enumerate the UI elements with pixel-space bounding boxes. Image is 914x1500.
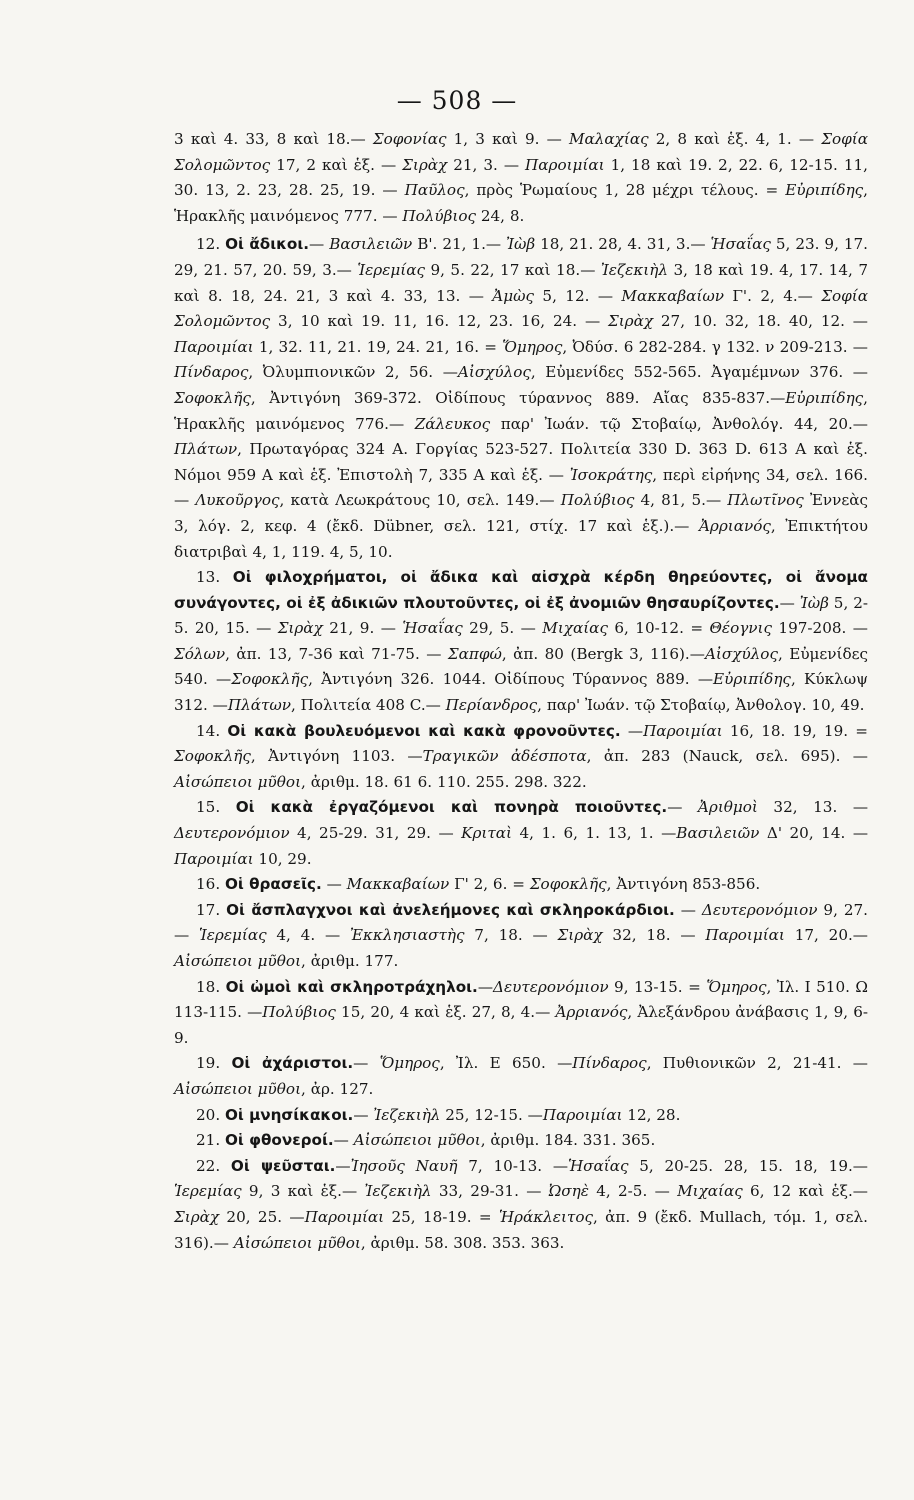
entry-14-evil-minded	[174, 719, 868, 796]
reference-text: , Ἰλ. E 650. —	[439, 1054, 573, 1073]
reference-text: 25, 12-15. —	[440, 1105, 543, 1124]
page-number: — 508 —	[396, 86, 518, 115]
source-name: Παροιμίαι	[705, 926, 785, 945]
source-name: Αἰσχύλος	[457, 363, 531, 382]
reference-text: 16, 18. 19, 19. =	[722, 721, 868, 740]
reference-text: , Ἰλ. I 510. Ω 113-115. —	[174, 977, 869, 1022]
reference-text: , Πρωταγόρας 324 A. Γοργίας 523-527. Πολιτεία 330 D. 363 D. 613 A καὶ ἑξ. Νόμοι 959 A καὶ ἑξ. Ἐπιστολὴ 7, 335 A καὶ ἑξ. —	[174, 440, 868, 484]
reference-text: 7, 18. —	[464, 926, 558, 945]
source-name: Πολύβιος	[402, 206, 477, 225]
reference-text: —	[335, 1156, 351, 1175]
reference-text: 27, 10. 32, 18. 40, 12. —	[653, 312, 868, 331]
reference-text: 4, 25-29. 31, 29. —	[289, 824, 462, 843]
reference-text: 18.	[196, 977, 226, 996]
reference-text: Γ'. 2, 4.—	[724, 286, 822, 305]
reference-text: 13.	[196, 568, 233, 587]
source-name: Ἰησοῦς Ναυῆ	[350, 1156, 458, 1175]
source-name: Σιρὰχ	[277, 619, 323, 638]
paragraph-intro	[174, 127, 868, 229]
reference-text: 21.	[196, 1131, 225, 1150]
source-name: Δευτερονόμιον	[701, 900, 818, 919]
source-name: Ἀρριανός	[555, 1003, 628, 1022]
entry-16-insolent	[174, 872, 868, 898]
entry-12-unjust	[174, 232, 868, 565]
reference-text: 4, 4. —	[266, 926, 350, 945]
reference-text: , Ἀλεξάνδρου ἀνάβασις 1, 9, 6-9.	[174, 1003, 868, 1047]
source-name: Ἡράκλειτος	[498, 1207, 593, 1226]
source-name: Ἀριθμοὶ	[697, 798, 758, 817]
source-name: Σιρὰχ	[557, 926, 603, 945]
entry-15-evil-doers	[174, 795, 868, 872]
source-name: Ζάλευκος	[414, 414, 491, 433]
source-name: Περίανδρος	[445, 696, 538, 715]
reference-text: , Ὀλυμπιονικῶν 2, 56. —	[248, 363, 458, 382]
reference-text: , Ἀντιγόνη 853-856.	[606, 875, 761, 894]
reference-text: 14.	[196, 721, 228, 740]
source-name: Ὅμηρος	[502, 337, 563, 356]
reference-text: Δ' 20, 14. —	[759, 824, 869, 843]
source-name: Σοφοκλῆς	[174, 747, 251, 766]
reference-text: —	[353, 1105, 374, 1124]
source-name: Εὐριπίδης	[785, 181, 864, 200]
entry-heading: Οἱ ἀχάριστοι.	[231, 1054, 354, 1073]
reference-text: , Ἀντιγόνη 1103. —	[250, 747, 423, 766]
reference-text: 12, 28.	[622, 1105, 681, 1124]
reference-text: , ἀπ. 13, 7-36 καὶ 71-75. —	[225, 644, 448, 663]
reference-text: , Ἐπικτήτου διατριβαὶ 4, 1, 119. 4, 5, 10.	[174, 516, 868, 561]
reference-text: 2, 8 καὶ ἑξ. 4, 1. —	[648, 130, 822, 148]
reference-text: , πρὸς Ῥωμαίους 1, 28 μέχρι τέλους. =	[464, 181, 786, 200]
reference-text: 18, 21. 28, 4. 31, 3.—	[535, 235, 711, 254]
index-text	[174, 127, 868, 1256]
source-name: Ἱερεμίας	[174, 1182, 242, 1201]
source-name: Βασιλειῶν	[676, 824, 760, 843]
reference-text: 6, 10-12. =	[607, 619, 710, 638]
reference-text: , ἀπ. 9 (ἔκδ. Mullach, τόμ. 1, σελ. 316).—	[174, 1207, 868, 1252]
source-name: Παροιμίαι	[174, 337, 254, 356]
reference-text: 9, 27. —	[174, 900, 868, 945]
source-name: Μακκαβαίων	[346, 875, 450, 894]
reference-text: , Πυθιονικῶν 2, 21-41. —	[646, 1054, 868, 1073]
reference-text: , ἀριθμ. 184. 331. 365.	[480, 1131, 656, 1150]
source-name: Βασιλειῶν	[329, 235, 413, 254]
source-name: Παροιμίαι	[304, 1207, 385, 1226]
reference-text: 5, 20-25. 28, 15. 18, 19.—	[628, 1156, 868, 1175]
source-name: Παροιμίαι	[525, 155, 605, 174]
source-name: Ἡσαΐας	[710, 235, 771, 254]
reference-text: 1, 18 καὶ 19. 2, 22. 6, 12-15. 11, 30. 13, 2. 23, 28. 25, 19. —	[174, 155, 868, 200]
reference-text: , Εὐμενίδες 540. —	[174, 644, 868, 689]
reference-text: , κατὰ Λεωκράτους 10, σελ. 149.—	[279, 491, 561, 510]
source-name: Ἀμὼς	[492, 286, 535, 305]
entry-heading: Οἱ ὠμοὶ καὶ σκληροτράχηλοι.	[225, 977, 478, 996]
source-name: Ἰσοκράτης	[569, 465, 653, 484]
source-name: Σιρὰχ	[607, 312, 654, 331]
source-name: Παροιμίαι	[643, 721, 723, 740]
reference-text: , ἀπ. 80 (Bergk 3, 116).—	[501, 644, 705, 663]
entry-heading: Οἱ φθονεροί.	[224, 1131, 334, 1150]
source-name: Σιρὰχ	[174, 1207, 220, 1226]
source-name: Ἰεζεκιὴλ	[600, 260, 668, 279]
source-name: Σοφονίας	[372, 130, 447, 148]
reference-text: Γ' 2, 6. =	[449, 875, 530, 894]
reference-text: 4, 81, 5.—	[634, 491, 728, 510]
reference-text: —	[477, 977, 494, 996]
reference-text: 16.	[196, 875, 225, 894]
reference-text: , Πολιτεία 408 C.—	[291, 696, 446, 715]
entry-21-envious	[174, 1128, 868, 1154]
reference-text: —	[620, 721, 644, 740]
reference-text: 21, 9. —	[322, 619, 403, 638]
reference-text: —	[779, 593, 800, 612]
reference-text: Ἐννεὰς 3, λόγ. 2, κεφ. 4 (ἔκδ. Dübner, σελ. 121, στίχ. 17 καὶ ἑξ.).—	[174, 491, 868, 535]
source-name: Αἰσώπειοι μῦθοι	[233, 1233, 361, 1252]
source-name: Ἰεζεκιὴλ	[364, 1182, 432, 1201]
reference-text: , Εὐμενίδες 552-565. Ἀγαμέμνων 376. —	[530, 363, 868, 382]
reference-text: 24, 8.	[476, 206, 525, 225]
reference-text: 9, 5. 22, 17 καὶ 18.—	[424, 260, 601, 279]
reference-text: , Ἀντιγόνη 326. 1044. Οἰδίπους Τύραννος 889. —	[308, 670, 714, 689]
entry-heading: Οἱ ἄδικοι.	[225, 235, 310, 254]
source-name: Τραγικῶν ἀδέσποτα	[422, 747, 587, 766]
reference-text: , περὶ εἰρήνης 34, σελ. 166. —	[174, 465, 868, 510]
reference-text: —	[333, 1131, 354, 1150]
reference-text: 7, 10-13. —	[457, 1156, 569, 1175]
source-name: Πλάτων	[227, 696, 291, 715]
reference-text: 12.	[196, 235, 226, 254]
reference-text: 5, 2-5. 20, 15. —	[174, 593, 869, 638]
source-name: Ἐκκλησιαστὴς	[349, 926, 465, 945]
source-name: Πλωτῖνος	[727, 491, 804, 510]
source-name: Ὠσηὲ	[548, 1182, 589, 1201]
reference-text: 197-208. —	[772, 619, 868, 638]
entry-heading: Οἱ ἄσπλαγχνοι καὶ ἀνελεήμονες καὶ σκληροκάρδιοι.	[226, 900, 675, 919]
source-name: Ἱερεμίας	[198, 926, 267, 945]
reference-text: , Ἡρακλῆς μαινόμενος 777. —	[174, 181, 868, 225]
reference-text: 20, 25. —	[219, 1207, 305, 1226]
source-name: Πίνδαρος	[572, 1054, 647, 1073]
reference-text: 20.	[196, 1105, 225, 1124]
entry-17-merciless	[174, 898, 868, 975]
reference-text: , Ἀντιγόνη 369-372. Οἰδίπους τύραννος 889. Αἴας 835-837.—	[250, 388, 786, 407]
reference-text: 9, 3 καὶ ἑξ.—	[241, 1182, 365, 1201]
source-name: Σοφοκλῆς	[231, 670, 309, 689]
entry-heading: Οἱ κακὰ ἐργαζόμενοι καὶ πονηρὰ ποιοῦντες.	[235, 798, 668, 817]
source-name: Μιχαίας	[677, 1182, 743, 1201]
source-name: Σοφοκλῆς	[174, 388, 251, 407]
reference-text: 10, 29.	[253, 849, 312, 868]
source-name: Παροιμίαι	[174, 849, 254, 868]
reference-text: 21, 3. —	[447, 155, 526, 174]
reference-text: 3, 10 καὶ 19. 11, 16. 12, 23. 16, 24. —	[270, 312, 608, 331]
source-name: Ἱερεμίας	[357, 260, 425, 279]
source-name: Δευτερονόμιον	[493, 977, 609, 996]
source-name: Λυκοῦργος	[195, 491, 280, 510]
reference-text: 15.	[196, 798, 236, 817]
source-name: Πολύβιος	[560, 491, 635, 510]
source-name: Αἰσώπειοι μῦθοι	[174, 1079, 302, 1098]
source-name: Ἀρριανός	[698, 516, 771, 535]
reference-text: 1, 32. 11, 21. 19, 24. 21, 16. =	[253, 337, 503, 356]
source-name: Ἡσαΐας	[568, 1156, 629, 1175]
reference-text: , ἀπ. 283 (Nauck, σελ. 695). —	[586, 747, 868, 766]
reference-text: , Κύκλωψ 312. —	[174, 670, 868, 715]
entry-heading: Οἱ ψεῦσται.	[230, 1156, 336, 1175]
entry-20-vindictive	[174, 1103, 868, 1129]
source-name: Πίνδαρος	[174, 363, 249, 382]
reference-text: 25, 18-19. =	[384, 1207, 499, 1226]
reference-text: 17, 20.—	[784, 926, 868, 945]
source-name: Κριταὶ	[461, 824, 512, 843]
source-name: Δευτερονόμιον	[174, 824, 290, 843]
reference-text: 32, 13. —	[757, 798, 869, 817]
reference-text: 4, 1. 6, 1. 13, 1. —	[512, 824, 677, 843]
entry-heading: Οἱ φιλοχρήματοι, οἱ ἄδικα καὶ αἰσχρὰ κέρδη θηρεύοντες, οἱ ἄνομα συνάγοντες, οἱ ἐξ ἀδικιῶν πλουτοῦντες, οἱ ἐξ ἀνομιῶν θησαυρίζοντες.	[174, 568, 868, 612]
source-name: Σοφοκλῆς	[529, 875, 607, 894]
reference-text: 9, 13-15. =	[608, 977, 707, 996]
reference-text: 3, 18 καὶ 19. 4, 17. 14, 7 καὶ 8. 18, 24. 21, 3 καὶ 4. 33, 13. —	[174, 260, 868, 305]
reference-text: 3 καὶ 4. 33, 8 καὶ 18.—	[174, 130, 373, 148]
source-name: Αἰσώπειοι μῦθοι	[174, 952, 302, 970]
reference-text: 19.	[196, 1054, 232, 1073]
reference-text: —	[353, 1054, 380, 1073]
source-name: Ὅμηρος	[379, 1054, 440, 1073]
source-name: Σοφία Σολομῶντος	[174, 130, 868, 174]
source-name: Σιρὰχ	[402, 155, 448, 174]
source-name: Παῦλος	[404, 181, 465, 200]
source-name: Σαπφώ	[447, 644, 502, 663]
source-name: Αἰσώπειοι μῦθοι	[353, 1131, 481, 1150]
reference-text: —	[321, 875, 347, 894]
source-name: Ἰεζεκιὴλ	[373, 1105, 441, 1124]
reference-text: 17.	[196, 900, 227, 919]
reference-text: Β'. 21, 1.—	[412, 235, 507, 254]
entry-22-liars	[174, 1154, 868, 1256]
source-name: Σόλων	[174, 644, 226, 663]
source-name: Πολύβιος	[262, 1003, 336, 1022]
entry-18-cruel	[174, 975, 868, 1052]
reference-text: 17, 2 καὶ ἑξ. —	[270, 155, 403, 174]
reference-text: 5, 12. —	[534, 286, 622, 305]
source-name: Εὐριπίδης	[785, 388, 864, 407]
reference-text: 32, 18. —	[602, 926, 706, 945]
entry-19-ungrateful	[174, 1051, 868, 1102]
reference-text: 4, 2-5. —	[588, 1182, 678, 1201]
reference-text: 6, 12 καὶ ἑξ.—	[742, 1182, 868, 1201]
source-name: Παροιμίαι	[542, 1105, 623, 1124]
reference-text: 5, 23. 9, 17. 29, 21. 57, 20. 59, 3.—	[174, 235, 869, 279]
source-name: Μιχαίας	[542, 619, 608, 638]
reference-text: 1, 3 καὶ 9. —	[446, 130, 569, 148]
reference-text: —	[667, 798, 698, 817]
reference-text: 15, 20, 4 καὶ ἑξ. 27, 8, 4.—	[335, 1003, 556, 1022]
reference-text: 22.	[196, 1156, 231, 1175]
source-name: Ὅμηρος	[706, 977, 767, 996]
entry-heading: Οἱ θρασεῖς.	[224, 875, 322, 894]
source-name: Ἰὼβ	[506, 235, 536, 254]
entry-heading: Οἱ μνησίκακοι.	[224, 1105, 354, 1124]
reference-text: , ἀρ. 127.	[301, 1079, 374, 1098]
source-name: Αἰσώπειοι μῦθοι	[174, 772, 302, 791]
reference-text: , ἀριθμ. 58. 308. 353. 363.	[360, 1233, 565, 1252]
source-name: Ἡσαΐας	[402, 619, 463, 638]
source-name: Πλάτων	[174, 440, 238, 459]
reference-text: , ἀριθμ. 177.	[301, 952, 399, 970]
reference-text: , ἀριθμ. 18. 61 6. 110. 255. 298. 322.	[301, 772, 587, 791]
reference-text: , παρ' Ἰωάν. τῷ Στοβαίῳ, Ἀνθολογ. 10, 49.	[537, 696, 865, 715]
source-name: Ἰὼβ	[799, 593, 829, 612]
reference-text: , Ὀδύσ. 6 282-284. γ 132. ν 209-213. —	[562, 337, 868, 356]
entry-heading: Οἱ κακὰ βουλευόμενοι καὶ κακὰ φρονοῦντες.	[227, 721, 621, 740]
reference-text: παρ' Ἰωάν. τῷ Στοβαίῳ, Ἀνθολόγ. 44, 20.—	[490, 414, 868, 433]
reference-text: , Ἡρακλῆς μαινόμενος 776.—	[174, 388, 868, 433]
reference-text: 29, 5. —	[462, 619, 543, 638]
entry-13-avaricious	[174, 565, 868, 719]
reference-text: —	[309, 235, 330, 254]
source-name: Θέογνις	[709, 619, 772, 638]
source-name: Μαλαχίας	[568, 130, 649, 148]
source-name: Αἰσχύλος	[704, 644, 778, 663]
source-name: Εὐριπίδης	[713, 670, 791, 689]
reference-text: —	[674, 900, 702, 919]
source-name: Σοφία Σολομῶντος	[174, 286, 868, 331]
reference-text: 33, 29-31. —	[431, 1182, 549, 1201]
source-name: Μακκαβαίων	[621, 286, 724, 305]
